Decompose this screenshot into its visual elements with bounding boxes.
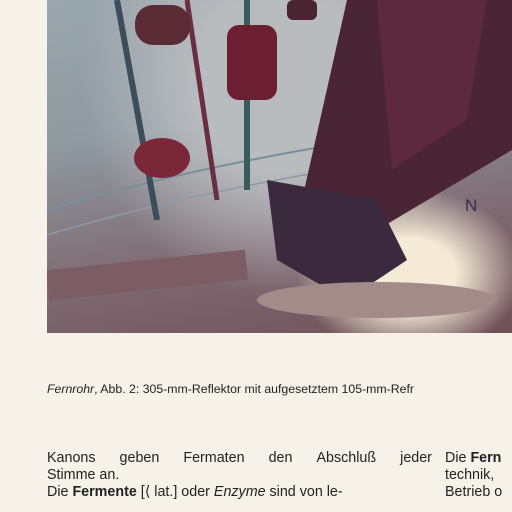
telescope-illustration <box>47 0 512 333</box>
text-column-left <box>47 450 432 501</box>
word: Kanons <box>47 450 96 466</box>
counterweight <box>287 0 317 20</box>
word: Abschluß <box>316 450 377 466</box>
text-fragment: Die <box>445 450 471 466</box>
paragraph-line <box>445 450 512 467</box>
text-fragment: sind von le- <box>265 484 343 500</box>
paragraph-line <box>47 450 432 467</box>
caption-term: Fernrohr <box>47 382 95 396</box>
base-plate <box>47 250 248 301</box>
paragraph-line: Stimme an. <box>47 467 120 483</box>
word: Fermaten <box>183 450 245 466</box>
bold-term: Fermente <box>72 484 137 500</box>
figure-caption <box>47 382 512 396</box>
photo-inscription: N <box>465 196 483 215</box>
text-fragment: Die <box>47 484 73 500</box>
word: den <box>268 450 293 466</box>
text-fragment: [⟨ lat.] oder <box>136 484 214 500</box>
counterweight <box>134 138 190 178</box>
telescope-photo <box>47 0 512 333</box>
paragraph-line: technik, <box>445 467 495 483</box>
base-ring <box>257 282 497 318</box>
bold-term: Fern <box>470 450 502 466</box>
paragraph-line <box>47 484 432 501</box>
italic-term: Enzyme <box>213 484 266 500</box>
word: geben <box>119 450 160 466</box>
caption-text: , Abb. 2: 305-mm-Reflektor mit aufgesetztem 105-mm-Refr <box>94 382 414 396</box>
word: jeder <box>400 450 432 466</box>
paragraph-line: Betrieb o <box>445 484 503 500</box>
counterweight <box>227 25 277 100</box>
counterweight <box>135 5 190 45</box>
text-column-right <box>445 450 512 501</box>
